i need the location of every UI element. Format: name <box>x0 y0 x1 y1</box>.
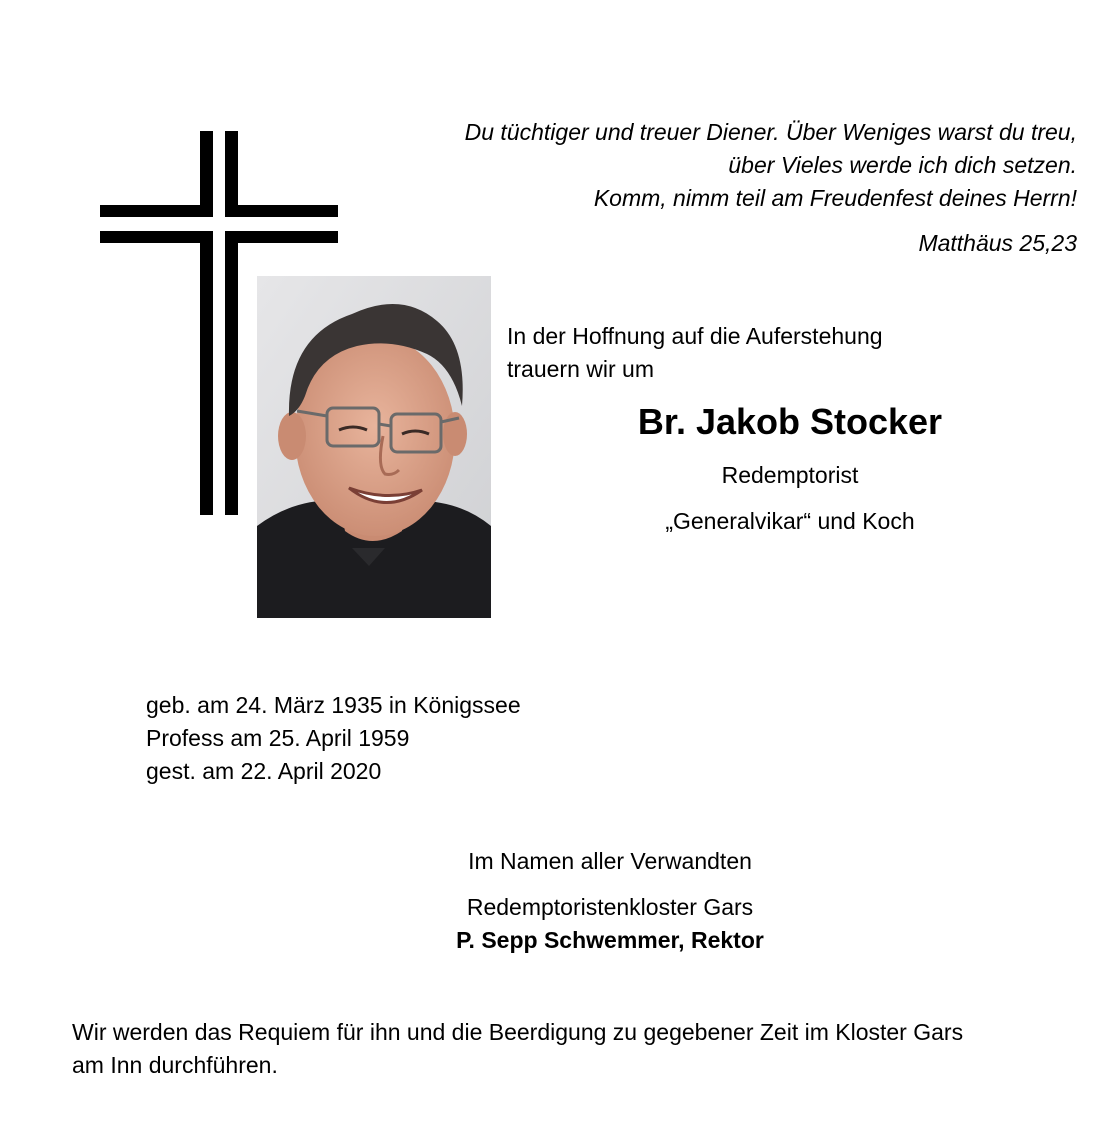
life-dates <box>146 689 521 788</box>
deceased-role: Redemptorist <box>721 462 859 488</box>
intro-line: trauern wir um <box>507 356 654 382</box>
intro-line: In der Hoffnung auf die Auferstehung <box>507 323 883 349</box>
quote-line: Komm, nimm teil am Freudenfest deines Herrn! <box>593 185 1077 211</box>
signature-relatives: Im Namen aller Verwandten <box>468 848 752 874</box>
bible-quote <box>317 116 1077 215</box>
birth-date: geb. am 24. März 1935 in Königssee <box>146 692 521 718</box>
deceased-subrole: „Generalvikar“ und Koch <box>665 508 915 534</box>
quote-reference: Matthäus 25,23 <box>918 230 1077 256</box>
portrait-photo <box>257 276 491 618</box>
footer-line: am Inn durchführen. <box>72 1052 278 1078</box>
deceased-name: Br. Jakob Stocker <box>637 401 943 442</box>
profess-date: Profess am 25. April 1959 <box>146 725 410 751</box>
intro-text <box>507 320 883 386</box>
quote-line: Du tüchtiger und treuer Diener. Über Weniges warst du treu, <box>464 119 1077 145</box>
signature-monastery: Redemptoristenkloster Gars <box>466 894 754 920</box>
death-date: gest. am 22. April 2020 <box>146 758 382 784</box>
signature-rector: P. Sepp Schwemmer, Rektor <box>456 927 764 953</box>
footer-line: Wir werden das Requiem für ihn und die Beerdigung zu gegebener Zeit im Kloster Gars <box>72 1019 964 1045</box>
quote-line: über Vieles werde ich dich setzen. <box>728 152 1077 178</box>
funeral-notice <box>72 1016 1072 1082</box>
